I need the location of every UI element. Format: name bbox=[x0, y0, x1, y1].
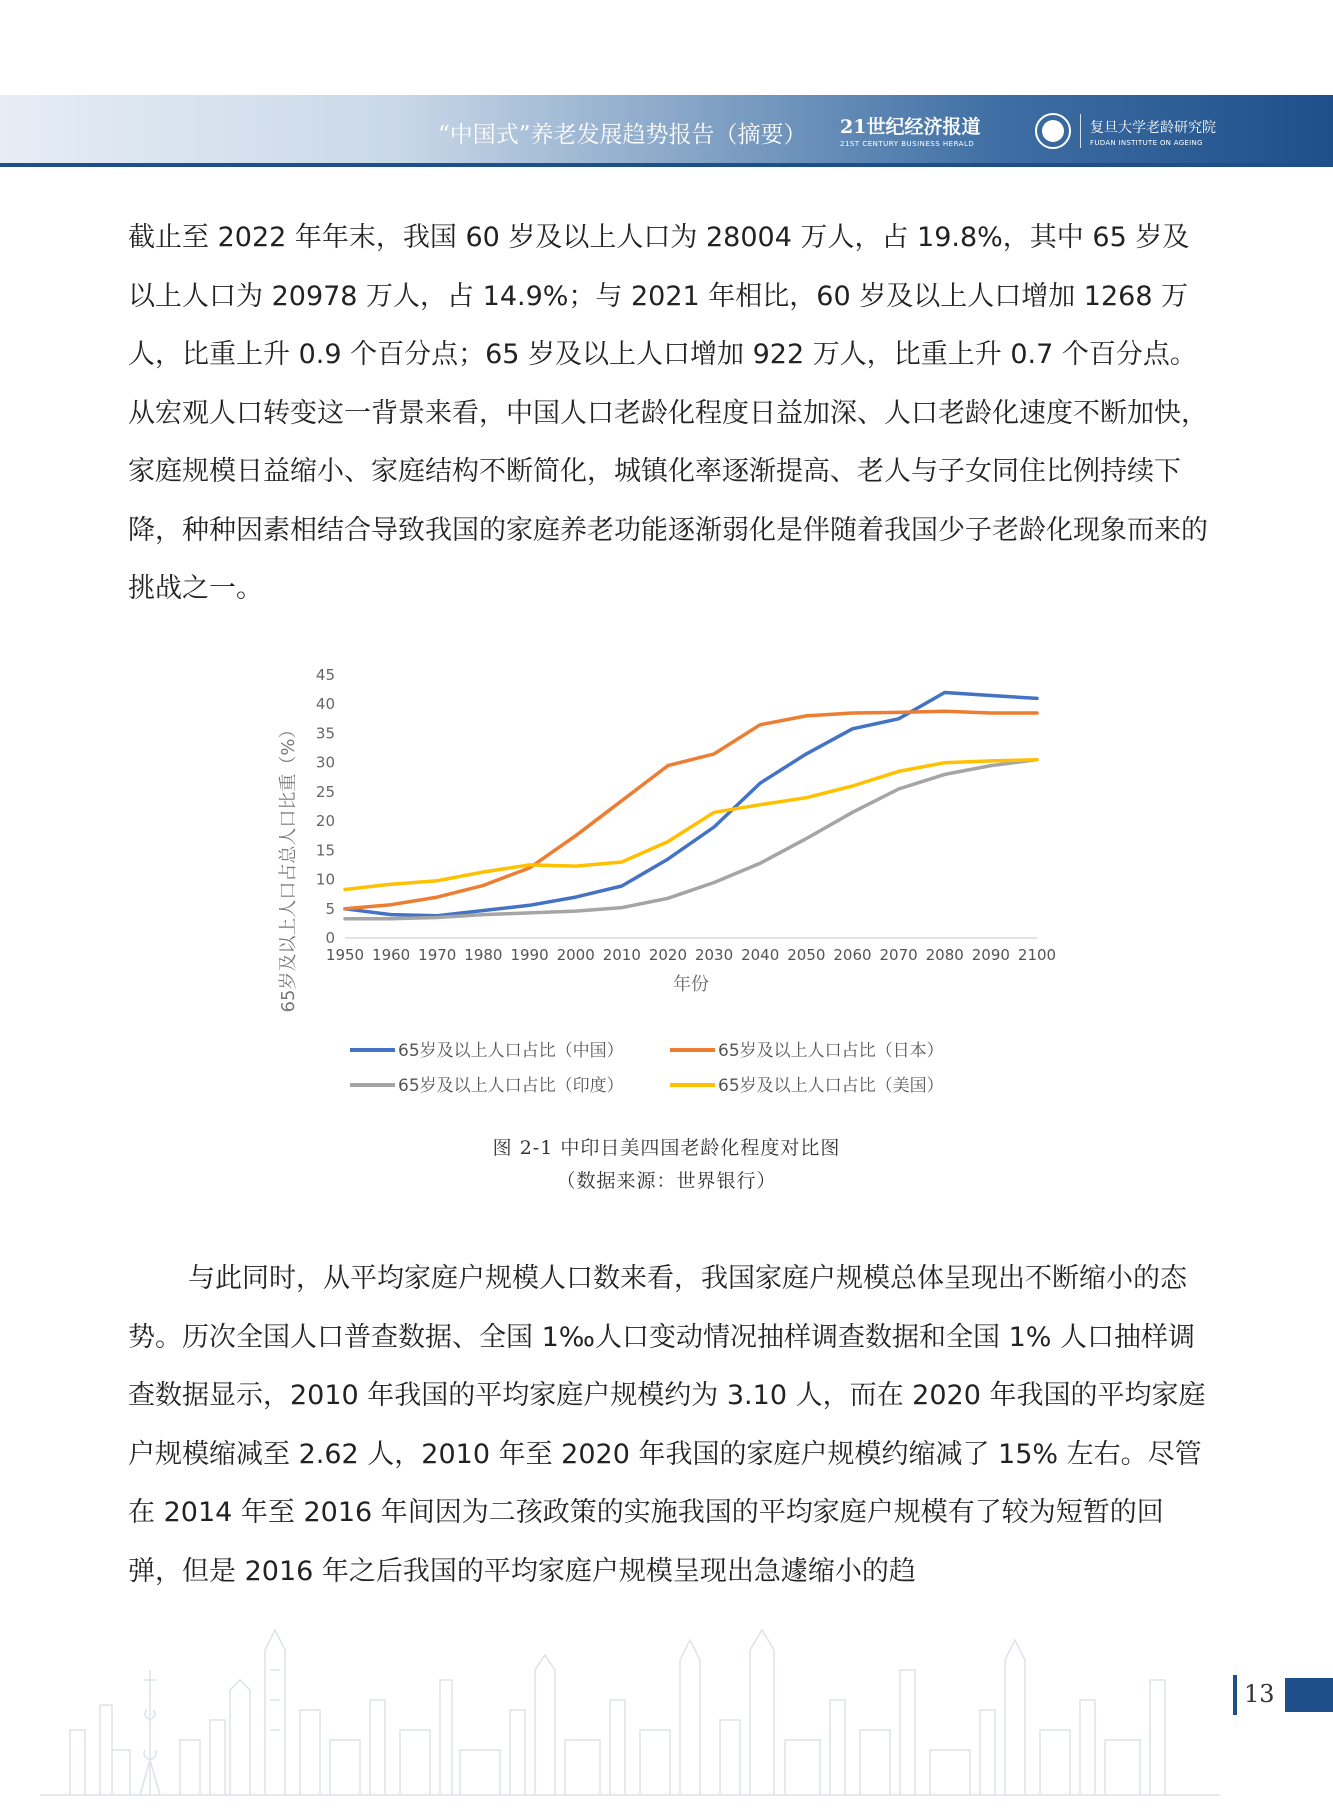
page-number: 13 bbox=[1244, 1680, 1275, 1708]
x-tick-label: 1990 bbox=[510, 946, 549, 964]
institute-english-name: FUDAN INSTITUTE ON AGEING bbox=[1090, 139, 1203, 147]
y-tick-label: 35 bbox=[315, 724, 335, 743]
x-tick-label: 2000 bbox=[556, 946, 595, 964]
herald-name: 21世纪经济报道 bbox=[840, 116, 981, 138]
x-tick-label: 2040 bbox=[741, 946, 780, 964]
x-tick-label: 1970 bbox=[418, 946, 457, 964]
x-axis-title: 年份 bbox=[673, 974, 709, 995]
chart-svg bbox=[270, 655, 1070, 1125]
page-corner-block bbox=[1285, 1678, 1333, 1712]
x-tick-label: 2020 bbox=[648, 946, 688, 964]
institute-name: 复旦大学老龄研究院 bbox=[1090, 120, 1216, 136]
x-tick-label: 2050 bbox=[787, 946, 826, 964]
x-tick-label: 2100 bbox=[1017, 946, 1057, 964]
x-tick-label: 1980 bbox=[464, 946, 503, 964]
x-tick-label: 2010 bbox=[602, 946, 641, 964]
y-tick-label: 20 bbox=[315, 812, 335, 831]
institute-logo bbox=[1090, 117, 1216, 147]
page-number-marker bbox=[1233, 1675, 1237, 1715]
institute-seal-icon bbox=[1035, 113, 1071, 149]
header-rule bbox=[0, 163, 1333, 167]
x-tick-label: 2080 bbox=[925, 946, 964, 964]
legend-label-2: 65岁及以上人口占比（印度） bbox=[398, 1076, 624, 1096]
figure-caption: 图 2-1 中印日美四国老龄化程度对比图 bbox=[492, 1137, 841, 1159]
x-tick-label: 2030 bbox=[694, 946, 734, 964]
figure-source: （数据来源：世界银行） bbox=[556, 1170, 777, 1192]
report-title: “中国式”养老发展趋势报告（摘要） bbox=[438, 122, 807, 148]
y-tick-label: 45 bbox=[315, 666, 335, 684]
x-tick-label: 1950 bbox=[325, 946, 365, 964]
x-tick-label: 2090 bbox=[971, 946, 1010, 964]
y-tick-label: 0 bbox=[325, 929, 335, 947]
y-tick-label: 25 bbox=[315, 782, 335, 801]
city-skyline-illustration bbox=[40, 1610, 1220, 1800]
y-tick-label: 5 bbox=[325, 899, 335, 918]
legend-label-3: 65岁及以上人口占比（美国） bbox=[718, 1076, 944, 1096]
y-tick-label: 30 bbox=[315, 753, 335, 772]
y-tick-label: 10 bbox=[315, 870, 335, 889]
y-axis-title: 65岁及以上人口占总人口比重（%） bbox=[278, 720, 299, 1013]
aging-comparison-chart bbox=[270, 655, 1070, 1125]
paragraph-aging-stats: 截止至 2022 年年末，我国 60 岁及以上人口为 28004 万人，占 19.8%，其中 65 岁及以上人口为 20978 万人，占 14.9%；与 2021 年相比，60 岁及以上人口增加 1268 万人，比重上升 0.9 个百分点；65 岁及以上人口增加 922 万人，比重上升 0.7 个百分点。从宏观人口转变这一背景来看，中国人口老龄化程度日益加深、人口老龄化速度不断加快，家庭规模日益缩小、家庭结构不断简化，城镇化率逐渐提高、老人与子女同住比例持续下降，种种因素相结合导致我国的家庭养老功能逐渐弱化是伴随着我国少子老龄化现象而来的挑战之一。 bbox=[128, 222, 1208, 604]
paragraph-household-size: 与此同时，从平均家庭户规模人口数来看，我国家庭户规模总体呈现出不断缩小的态势。历次全国人口普查数据、全国 1‰人口变动情况抽样调查数据和全国 1% 人口抽样调查数据显示，2010 年我国的平均家庭户规模约为 3.10 人，而在 2020 年我国的平均家庭户规模缩减至 2.62 人，2010 年至 2020 年我国的家庭户规模约缩减了 15% 左右。尽管在 2014 年至 2016 年间因为二孩政策的实施我国的平均家庭户规模有了较为短暂的回弹，但是 2016 年之后我国的平均家庭户规模呈现出急遽缩小的趋 bbox=[128, 1263, 1206, 1587]
x-tick-label: 2070 bbox=[879, 946, 918, 964]
series-line-0 bbox=[345, 693, 1037, 916]
legend-label-0: 65岁及以上人口占比（中国） bbox=[398, 1041, 624, 1061]
herald-logo bbox=[840, 112, 980, 148]
logo-divider bbox=[1080, 114, 1081, 148]
x-tick-label: 1960 bbox=[372, 946, 411, 964]
x-tick-label: 2060 bbox=[833, 946, 872, 964]
y-tick-label: 15 bbox=[315, 841, 335, 860]
herald-english-name: 21ST CENTURY BUSINESS HERALD bbox=[840, 140, 975, 148]
y-tick-label: 40 bbox=[315, 695, 335, 714]
legend-label-1: 65岁及以上人口占比（日本） bbox=[718, 1041, 944, 1061]
